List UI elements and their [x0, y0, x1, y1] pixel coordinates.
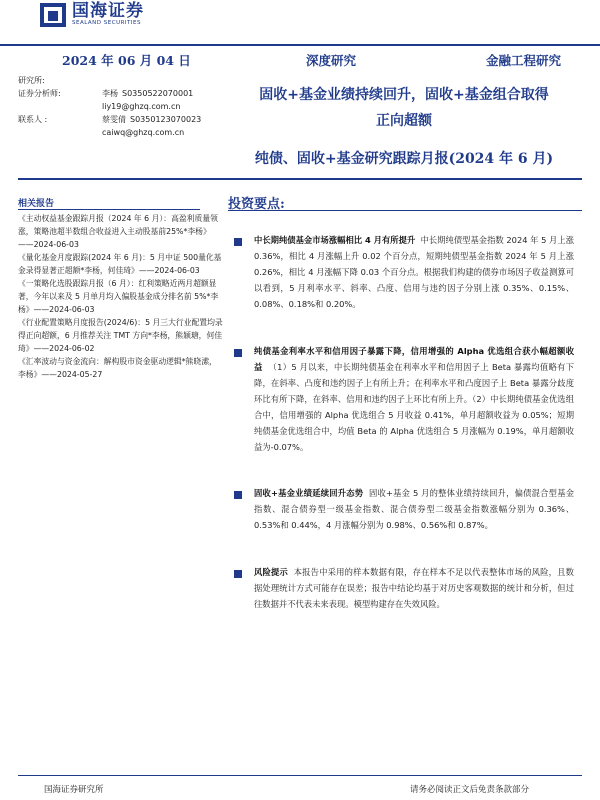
analyst-row: 证券分析师: 李杨 S0350522070001	[18, 89, 194, 98]
report-subtitle: 纯债、固收+基金研究跟踪月报(2024 年 6 月)	[254, 151, 554, 167]
analyst-email[interactable]: liy19@ghzq.com.cn	[102, 102, 181, 111]
related-report-item[interactable]: 《行业配置策略月度报告(2024/6)：5 月三大行业配置均录得正向超额，6 月推荐关注 TMT 方向*李杨，熊颖瑭，何佳琦》——2024-06-02	[18, 318, 223, 353]
related-reports-heading: 相关报告	[18, 199, 55, 209]
bullet-square-icon	[234, 570, 242, 578]
analyst-row	[18, 100, 218, 113]
related-report-item[interactable]: 《汇率波动与资金流向：解构股市资金驱动逻辑*熊晓潆，李杨》——2024-05-27	[18, 357, 217, 379]
key-points-divider	[228, 210, 582, 211]
bullet-square-icon	[234, 349, 242, 357]
footer-divider	[18, 775, 582, 776]
header-divider	[18, 178, 582, 180]
key-points-heading: 投资要点:	[228, 197, 285, 212]
header-bar	[0, 44, 600, 74]
report-type: 金融工程研究	[486, 53, 562, 68]
bullet-square-icon	[234, 491, 242, 499]
analyst-row: 联系人 : 蔡雯倩 S0350123070023	[18, 115, 202, 124]
key-point: 固收+基金业绩延续回升态势 固收+基金 5 月的整体业绩持续回升，偏债混合型基金指数、混合债券型一级基金指数、混合债券型二级基金指数涨幅分别为 0.36%、0.53%和 0.44%，4 月涨幅分别为 0.98%、0.56%和 0.87%。	[254, 488, 574, 530]
related-report-item[interactable]: 《主动权益基金跟踪月报（2024 年 6 月）：高盈利质量领涨，策略池超半数组合收益进入主动股基前25%*李杨》——2024-06-03	[18, 214, 218, 249]
footer-disclaimer: 请务必阅读正文后免责条款部分	[410, 785, 530, 795]
analyst-info	[18, 74, 218, 139]
related-divider	[18, 209, 200, 210]
key-point: 中长期纯债基金市场涨幅相比 4 月有所提升 中长期纯债型基金指数 2024 年 5 月上涨 0.36%，相比 4 月涨幅上升 0.02 个百分点，短期纯债型基金指数 2024 年 5 月上涨 0.26%，相比 4 月涨幅下降 0.03 个百分点。根据我们构建的债券市场因子收益测算可以看到，5 月利率水平、斜率、凸度、信用与违约因子分别上涨 0.35%、0.15%、0.08%、0.18%和 0.20%。	[254, 235, 574, 309]
report-date: 2024 年 06 月 04 日	[62, 53, 191, 68]
report-category: 深度研究	[306, 53, 357, 68]
footer-institute: 国海证券研究所	[44, 785, 104, 795]
key-point: 纯债基金利率水平和信用因子暴露下降，信用增强的 Alpha 优选组合获小幅超额收益 （1）5 月以来，中长期纯债基金在利率水平和信用因子上 Beta 暴露均值略有下降，在斜率、凸度和违约因子上有所上升；在利率水平和凸度因子上 Beta 暴露分歧度环比有所下降，在斜率、信用和违约因子上环比有所上升。（2）中长期纯债基金优选组合中，信用增强的 Alpha 优选组合 5 月收益 0.41%，单月超额收益为 0.05%；短期纯债基金优选组合中，均值 Beta 的 Alpha 优选组合 5 月涨幅为 0.19%，单月超额收益为-0.07%。	[254, 346, 574, 452]
logo-mark-icon	[40, 3, 66, 27]
bullet-square-icon	[234, 238, 242, 246]
analyst-heading: 研究所:	[18, 76, 45, 85]
brand-name-cn: 国海证券	[72, 1, 144, 21]
brand-logo	[40, 2, 144, 27]
related-report-item[interactable]: 《量化基金月度跟踪(2024 年 6 月)：5 月中证 500量化基金录得显著正超额*李杨，何佳琦》——2024-06-03	[18, 253, 222, 275]
report-title: 固收+基金业绩持续回升，固收+基金组合取得 正向超额	[259, 87, 549, 129]
contact-email[interactable]: caiwq@ghzq.com.cn	[102, 128, 185, 137]
key-point: 风险提示 本报告中采用的样本数据有限，存在样本不足以代表整体市场的风险，且数据处理统计方式可能存在误差；报告中结论均基于对历史客观数据的统计和分析，但过往数据并不代表未来表现。模型构建存在失效风险。	[254, 567, 574, 609]
brand-name-en: SEALAND SECURITIES	[72, 20, 142, 26]
related-reports-list	[18, 212, 223, 381]
related-report-item[interactable]: 《一策略化选股跟踪月报（6 月）：红利策略近两月超额显著，今年以来及 5 月单月均入偏股基金成分排名前 5%*李杨》——2024-06-03	[18, 279, 219, 314]
analyst-row	[18, 126, 218, 139]
